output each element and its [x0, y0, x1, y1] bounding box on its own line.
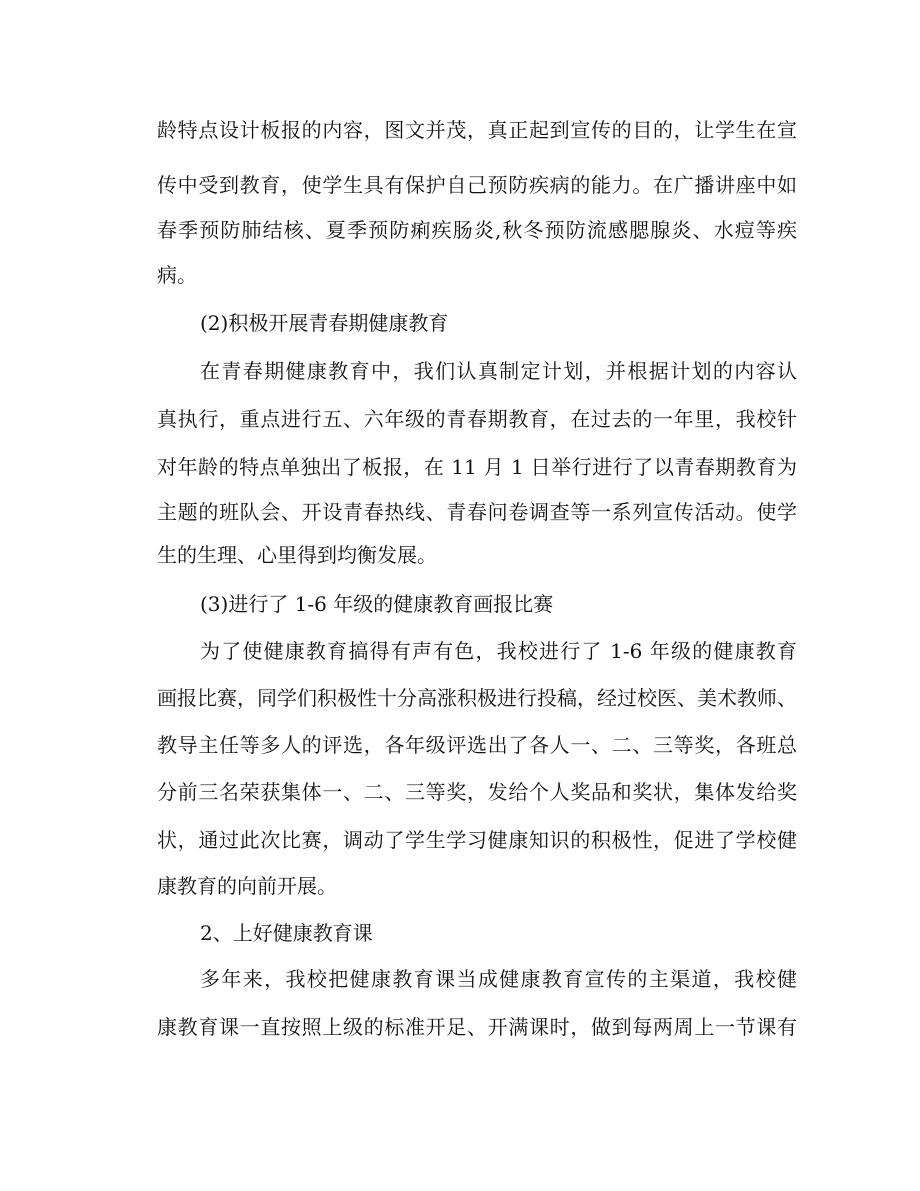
section-heading: (3)进行了 1-6 年级的健康教育画报比赛: [200, 592, 554, 616]
body-text-line: 生的生理、心里得到均衡发展。: [157, 543, 437, 567]
body-text-line: 状，通过此次比赛，调动了学生学习健康知识的积极性，促进了学校健: [157, 828, 797, 852]
body-text-line: 对年龄的特点单独出了板报，在 11 月 1 日举行进行了以青春期教育为: [157, 455, 797, 479]
section-heading: 2、上好健康教育课: [200, 921, 373, 945]
body-text-line: 分前三名荣获集体一、二、三等奖，发给个人奖品和奖状，集体发给奖: [157, 780, 797, 804]
body-text-line: 康教育的向前开展。: [157, 874, 337, 898]
body-text-line: 康教育课一直按照上级的标准开足、开满课时，做到每两周上一节课有: [157, 1015, 797, 1039]
body-text-line: 画报比赛，同学们积极性十分高涨积极进行投稿，经过校医、美术教师、: [157, 686, 797, 710]
body-text-line: 主题的班队会、开设青春热线、青春问卷调查等一系列宣传活动。使学: [157, 500, 797, 524]
body-text-line: 传中受到教育，使学生具有保护自己预防疾病的能力。在广播讲座中如: [157, 173, 797, 197]
section-heading: (2)积极开展青春期健康教育: [200, 311, 449, 335]
body-text-line: 龄特点设计板报的内容，图文并茂，真正起到宣传的目的，让学生在宣: [157, 118, 797, 142]
body-text-line: 多年来，我校把健康教育课当成健康教育宣传的主渠道，我校健: [200, 967, 797, 991]
body-text-line: 病。: [157, 263, 197, 287]
body-text-line: 教导主任等多人的评选，各年级评选出了各人一、二、三等奖，各班总: [157, 733, 797, 757]
body-text-line: 真执行，重点进行五、六年级的青春期教育，在过去的一年里，我校针: [157, 407, 797, 431]
body-text-line: 在青春期健康教育中，我们认真制定计划，并根据计划的内容认: [200, 359, 797, 383]
body-text-line: 为了使健康教育搞得有声有色，我校进行了 1-6 年级的健康教育: [200, 639, 797, 663]
body-text-line: 春季预防肺结核、夏季预防痢疾肠炎,秋冬预防流感腮腺炎、水痘等疾: [157, 218, 797, 242]
